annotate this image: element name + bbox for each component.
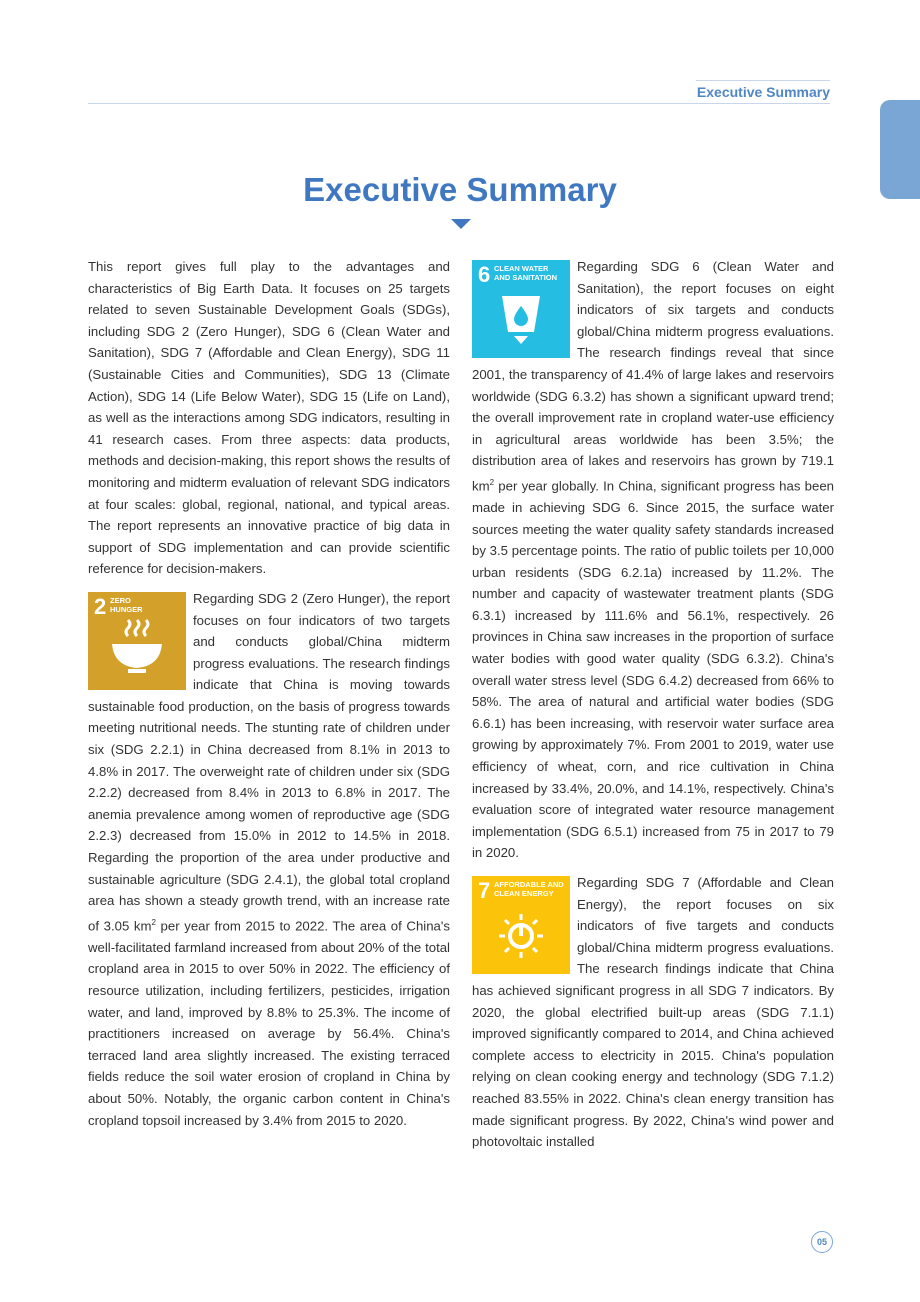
title-marker [451,219,471,229]
sdg2-label-line2: HUNGER [110,604,143,614]
intro-paragraph: This report gives full play to the advantages and characteristics of Big Earth Data. It focuses on 25 targets related to seven Sustainable Development Goals (SDGs), including SDG 2 (Zero Hunger), SDG 6 (Clean Water and Sanitation), SDG 7 (Affordable and Clean Energy), SDG 11 (Sustainable Cities and Communities), SDG 13 (Climate Action), SDG 14 (Life Below Water), SDG 15 (Life on Land), as well as the interactions among SDG indicators, resulting in 41 research cases. From three aspects: data products, methods and decision-making, this report shows the results of monitoring and midterm evaluation of relevant SDG indicators at four scales: global, regional, national, and typical areas. The report represents an innovative practice of big data in support of SDG implementation and can provide scientific reference for decision-makers. [88,259,450,577]
sdg7-paragraph [472,872,834,1153]
running-header: Executive Summary [696,84,830,100]
right-column [472,256,834,1161]
sun-power-icon [472,876,570,974]
sdg2-superscript: 2 [151,917,156,927]
sdg6-paragraph [472,256,834,864]
page-number: 05 [811,1231,833,1253]
sdg7-label-line1: AFFORDABLE AND [494,880,564,890]
sdg6-text-2: per year globally. In China, significant progress has been made in achieving SDG 6. Since 2015, the surface water sources meeting the water quality safety standards increased by 3.5 percentage points. The ratio of public toilets per 10,000 urban residents (SDG 6.2.1a) increased by 11.2%. The number and capacity of wastewater treatment plants (SDG 6.3.1) increased by 111.6% and 56.1%, respectively. 26 provinces in China saw increases in the proportion of surface water bodies with good water quality (SDG 6.3.2). China's overall water stress level (SDG 6.4.2) decreased from 66% to 58%. The area of natural and artificial water bodies (SDG 6.6.1) has been increasing, with reservoir water surface area growing by approximately 7%. From 2001 to 2019, water use efficiency of wheat, corn, and rice cultivation in China increased by 33.4%, 20.0%, and 14.1%, respectively. China's evaluation score of integrated water resource management implementation (SDG 6.5.1) increased from 75 in 2017 to 79 in 2020. [472,478,834,861]
sdg2-text-1: Regarding SDG 2 (Zero Hunger), the report focuses on four indicators of two targets and conducts global/China midterm progress evaluations. The research findings indicate that China is moving towards sustainable food production, on the basis of progress towards meeting nutritional needs. The stunting rate of children under six (SDG 2.2.1) in China decreased from 8.1% in 2013 to 4.8% in 2017. The overweight rate of children under six (SDG 2.2.2) decreased from 8.4% in 2013 to 6.8% in 2017. The anemia prevalence among women of reproductive age (SDG 2.2.3) decreased from 15.0% in 2012 to 14.5% in 2018. Regarding the proportion of the area under productive and sustainable agriculture (SDG 2.4.1), the global total cropland area has shown a steady growth trend, with an increase rate of 3.05 km [88,590,450,934]
sdg2-label-line1: ZERO [110,595,131,605]
sdg6-label-line1: CLEAN WATER [494,264,549,273]
header-rule [88,103,830,104]
left-column [88,256,450,1139]
page-title: Executive Summary [303,171,617,208]
sdg7-number: 7 [478,878,491,904]
bowl-icon [88,592,186,690]
sdg7-icon [472,876,570,974]
water-glass-icon [472,260,570,358]
sdg6-superscript: 2 [489,477,495,487]
sdg2-number: 2 [94,593,107,619]
sdg6-number: 6 [478,262,491,287]
sdg6-icon [472,260,570,358]
header-accent-line [696,80,830,81]
sdg7-text: Regarding SDG 7 (Affordable and Clean Energy), the report focuses on six indicators of five targets and conducts global/China midterm progress evaluations. The research findings indicate that China has achieved significant progress in all SDG 7 indicators. By 2020, the global electrified built-up areas (SDG 7.1.1) improved significantly compared to 2014, and China achieved complete access to electricity in 2015. China's population relying on clean cooking energy and technology (SDG 7.1.2) reached 83.55% in 2022. China's clean energy transition has made significant progress. By 2022, China's wind power and photovoltaic installed [472,875,834,1150]
sdg6-text-1: Regarding SDG 6 (Clean Water and Sanitation), the report focuses on eight indicators of six targets and conducts global/China midterm progress evaluations. The research findings reveal that since 2001, the transparency of 41.4% of large lakes and reservoirs worldwide (SDG 6.3.2) has shown a significant upward trend; the overall improvement rate in cropland water-use efficiency in agricultural areas worldwide has been 3.5%; the distribution area of lakes and reservoirs has grown by 719.1 km [472,259,834,494]
sdg7-label-line2: CLEAN ENERGY [494,889,554,899]
sdg2-text-2: per year from 2015 to 2022. The area of China's well-facilitated farmland increased from about 20% of the total cropland area in 2015 to over 50% in 2022. The efficiency of resource utilization, including fertilizers, pesticides, irrigation water, and land, improved by 8.8% to 25.3%. The income of practitioners increased on average by 56.4%. China's terraced land area slightly increased. The existing terraced fields reduce the soil water erosion of cropland in China by about 50%. Notably, the organic carbon content in China's cropland topsoil increased by 3.4% from 2015 to 2020. [88,918,450,1128]
sdg2-paragraph [88,588,450,1131]
sdg6-label-line2: AND SANITATION [494,273,558,282]
sdg2-icon [88,592,186,690]
